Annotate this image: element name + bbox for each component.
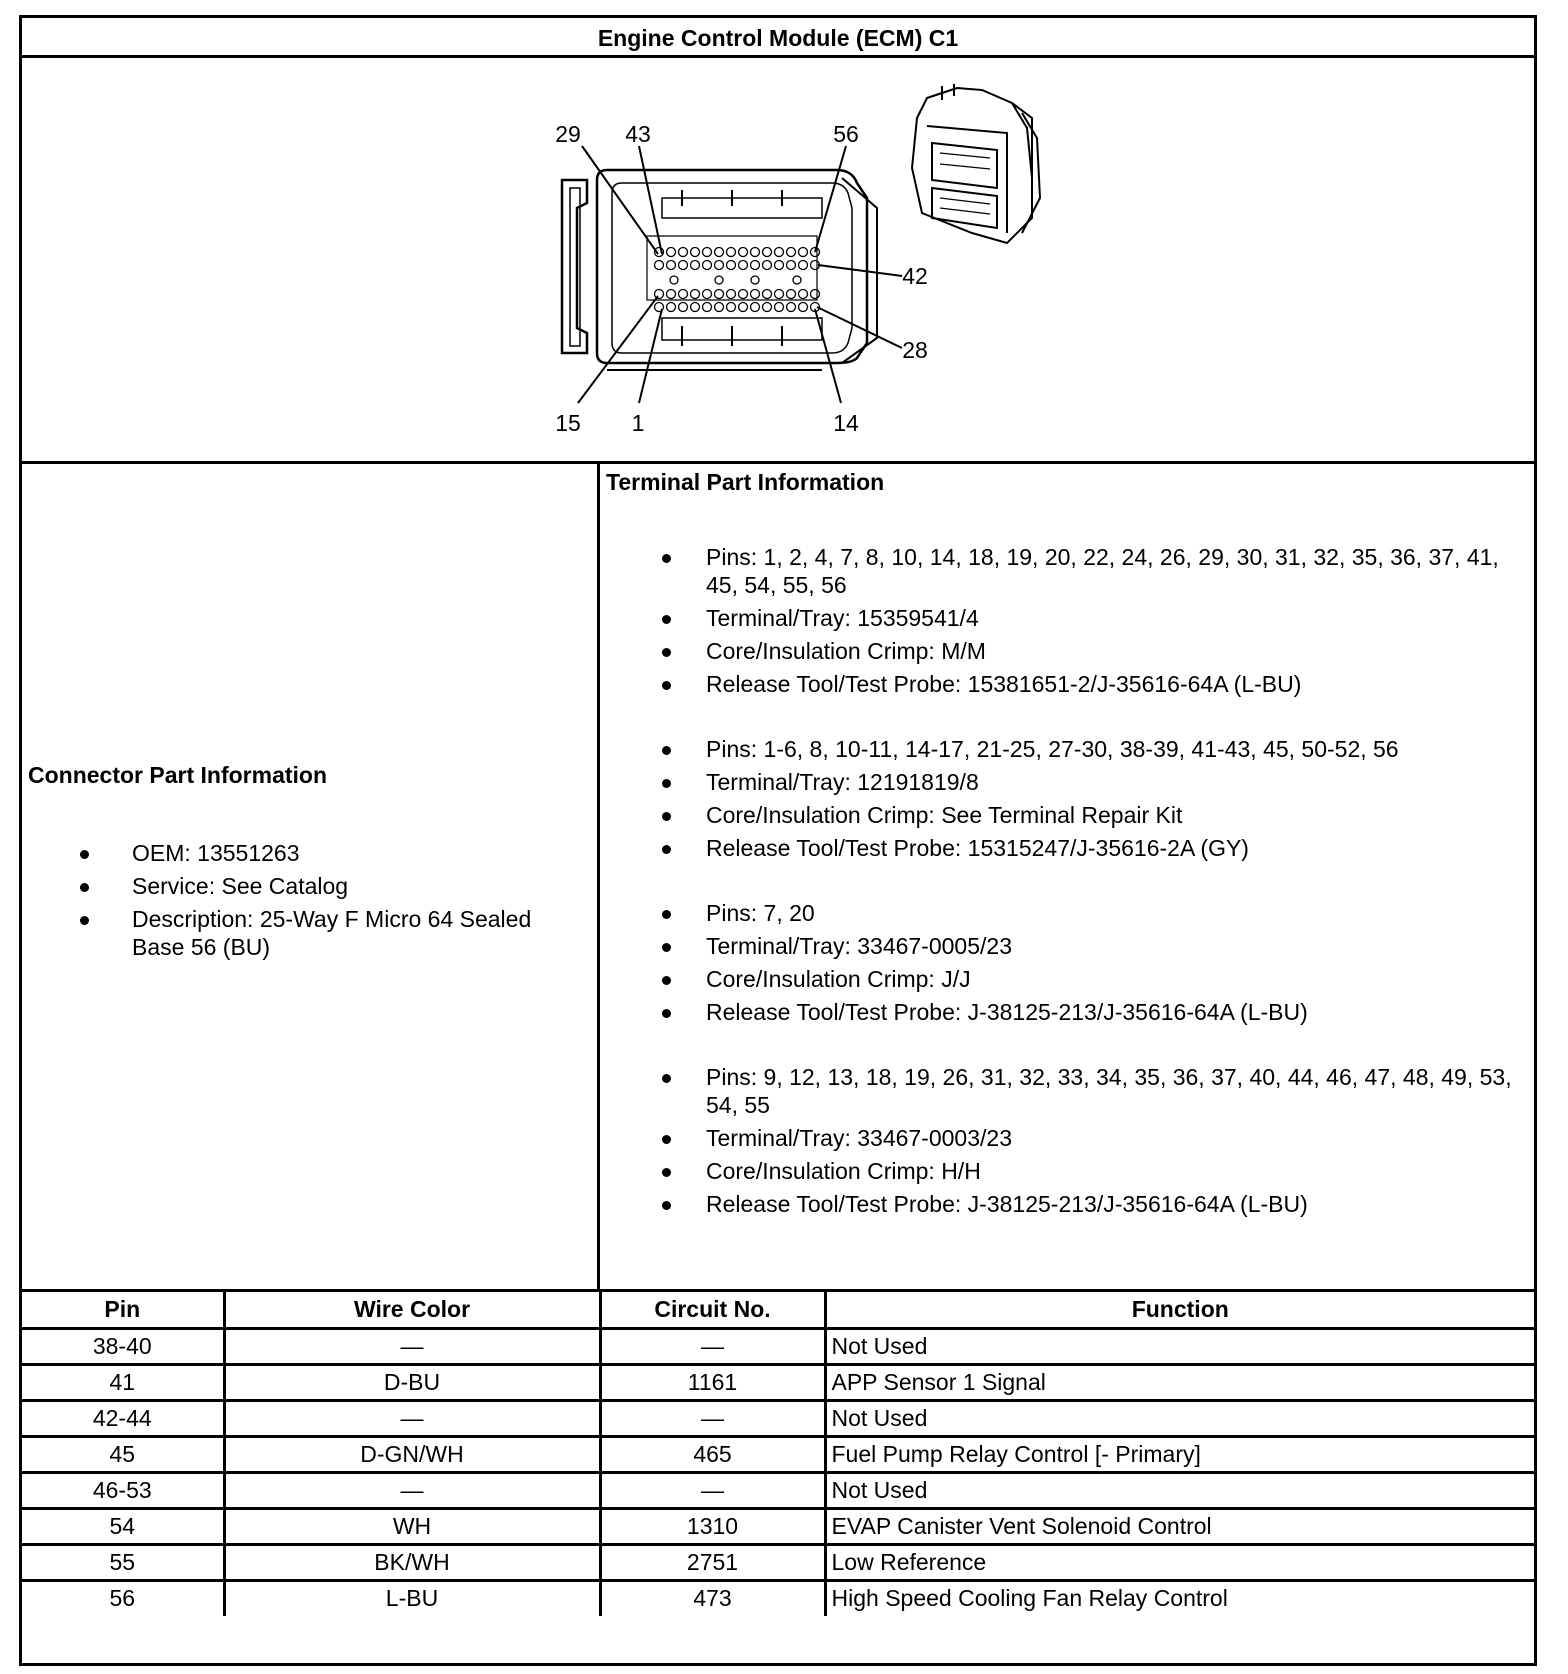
connector-face-drawing — [22, 58, 1534, 461]
list-item: Pins: 1-6, 8, 10-11, 14-17, 21-25, 27-30, 38-39, 41-43, 45, 50-52, 56 — [606, 735, 1531, 763]
cell-function: Fuel Pump Relay Control [- Primary] — [825, 1436, 1534, 1472]
cell-circuit: 1161 — [600, 1364, 825, 1400]
table-row — [22, 1544, 1534, 1580]
connector-part-info — [22, 464, 600, 1289]
list-item: Core/Insulation Crimp: See Terminal Repair Kit — [606, 801, 1531, 829]
bullet-icon — [80, 916, 89, 925]
bullet-icon — [662, 845, 671, 854]
list-item: Release Tool/Test Probe: 15381651-2/J-35616-64A (L-BU) — [606, 670, 1531, 698]
bullet-icon — [662, 1135, 671, 1144]
list-item: Description: 25-Way F Micro 64 Sealed Base 56 (BU) — [28, 905, 588, 961]
pin-label-29: 29 — [555, 121, 581, 147]
terminal-part-info — [600, 464, 1537, 1289]
bullet-icon — [662, 1168, 671, 1177]
connector-list — [28, 839, 588, 961]
cell-wire: WH — [224, 1508, 600, 1544]
cell-wire: L-BU — [224, 1580, 600, 1616]
cell-circuit: 465 — [600, 1436, 825, 1472]
cell-function: High Speed Cooling Fan Relay Control — [825, 1580, 1534, 1616]
connector-diagram — [22, 58, 1534, 464]
cell-circuit: — — [600, 1472, 825, 1508]
bullet-icon — [662, 1201, 671, 1210]
cell-pin: 56 — [22, 1580, 224, 1616]
list-item: Pins: 1, 2, 4, 7, 8, 10, 14, 18, 19, 20, 22, 24, 26, 29, 30, 31, 32, 35, 36, 37, 41, 45, 54, 55, 56 — [606, 543, 1531, 599]
terminal-group-4 — [606, 1063, 1531, 1218]
pin-label-15: 15 — [555, 410, 581, 436]
bullet-icon — [662, 648, 671, 657]
list-item: Terminal/Tray: 15359541/4 — [606, 604, 1531, 632]
table-row — [22, 1364, 1534, 1400]
cell-pin: 42-44 — [22, 1400, 224, 1436]
list-item: Terminal/Tray: 33467-0005/23 — [606, 932, 1531, 960]
list-item: Core/Insulation Crimp: J/J — [606, 965, 1531, 993]
list-item: Service: See Catalog — [28, 872, 588, 900]
header-function: Function — [825, 1292, 1534, 1328]
cell-wire: BK/WH — [224, 1544, 600, 1580]
list-item: Release Tool/Test Probe: J-38125-213/J-35616-64A (L-BU) — [606, 1190, 1531, 1218]
cell-pin: 46-53 — [22, 1472, 224, 1508]
list-item: Terminal/Tray: 33467-0003/23 — [606, 1124, 1531, 1152]
connector-sheet — [19, 15, 1537, 1666]
cell-circuit: 1310 — [600, 1508, 825, 1544]
cell-function: Not Used — [825, 1472, 1534, 1508]
cell-function: EVAP Canister Vent Solenoid Control — [825, 1508, 1534, 1544]
list-item: OEM: 13551263 — [28, 839, 588, 867]
table-row — [22, 1328, 1534, 1364]
cell-pin: 55 — [22, 1544, 224, 1580]
header-circuit: Circuit No. — [600, 1292, 825, 1328]
cell-pin: 38-40 — [22, 1328, 224, 1364]
cell-wire: D-BU — [224, 1364, 600, 1400]
cell-function: Low Reference — [825, 1544, 1534, 1580]
pin-label-14: 14 — [833, 410, 859, 436]
bullet-icon — [662, 681, 671, 690]
list-item: Core/Insulation Crimp: H/H — [606, 1157, 1531, 1185]
header-wire-color: Wire Color — [224, 1292, 600, 1328]
cell-wire: D-GN/WH — [224, 1436, 600, 1472]
bullet-icon — [662, 1074, 671, 1083]
terminal-group-2 — [606, 735, 1531, 862]
list-item: Pins: 9, 12, 13, 18, 19, 26, 31, 32, 33, 34, 35, 36, 37, 40, 44, 46, 47, 48, 49, 53, 54, 55 — [606, 1063, 1531, 1119]
cell-circuit: 2751 — [600, 1544, 825, 1580]
page-title: Engine Control Module (ECM) C1 — [22, 18, 1534, 58]
cell-wire: — — [224, 1400, 600, 1436]
table-header-row — [22, 1292, 1534, 1328]
bullet-icon — [662, 812, 671, 821]
list-item: Terminal/Tray: 12191819/8 — [606, 768, 1531, 796]
bullet-icon — [662, 746, 671, 755]
cell-circuit: — — [600, 1400, 825, 1436]
list-item: Pins: 7, 20 — [606, 899, 1531, 927]
cell-pin: 45 — [22, 1436, 224, 1472]
pin-label-43: 43 — [625, 121, 651, 147]
pin-label-1: 1 — [631, 410, 645, 436]
cell-function: Not Used — [825, 1328, 1534, 1364]
bullet-icon — [662, 1009, 671, 1018]
bullet-icon — [80, 850, 89, 859]
bullet-icon — [662, 779, 671, 788]
cell-circuit: — — [600, 1328, 825, 1364]
pin-label-56: 56 — [833, 121, 859, 147]
table-row — [22, 1472, 1534, 1508]
table-row — [22, 1400, 1534, 1436]
terminal-heading: Terminal Part Information — [606, 469, 885, 495]
bullet-icon — [662, 943, 671, 952]
list-item: Release Tool/Test Probe: 15315247/J-35616-2A (GY) — [606, 834, 1531, 862]
pin-table — [22, 1292, 1534, 1616]
connector-heading: Connector Part Information — [28, 762, 328, 788]
terminal-group-1 — [606, 543, 1531, 698]
cell-function: Not Used — [825, 1400, 1534, 1436]
bullet-icon — [662, 615, 671, 624]
table-row — [22, 1580, 1534, 1616]
table-row — [22, 1436, 1534, 1472]
cell-wire: — — [224, 1472, 600, 1508]
part-information — [22, 464, 1534, 1292]
cell-circuit: 473 — [600, 1580, 825, 1616]
header-pin: Pin — [22, 1292, 224, 1328]
cell-function: APP Sensor 1 Signal — [825, 1364, 1534, 1400]
cell-pin: 41 — [22, 1364, 224, 1400]
bullet-icon — [662, 554, 671, 563]
list-item: Release Tool/Test Probe: J-38125-213/J-35616-64A (L-BU) — [606, 998, 1531, 1026]
cell-pin: 54 — [22, 1508, 224, 1544]
bullet-icon — [662, 910, 671, 919]
terminal-group-3 — [606, 899, 1531, 1026]
table-row — [22, 1508, 1534, 1544]
cell-wire: — — [224, 1328, 600, 1364]
bullet-icon — [662, 976, 671, 985]
list-item: Core/Insulation Crimp: M/M — [606, 637, 1531, 665]
pin-label-28: 28 — [902, 337, 928, 363]
bullet-icon — [80, 883, 89, 892]
pin-label-42: 42 — [902, 263, 928, 289]
